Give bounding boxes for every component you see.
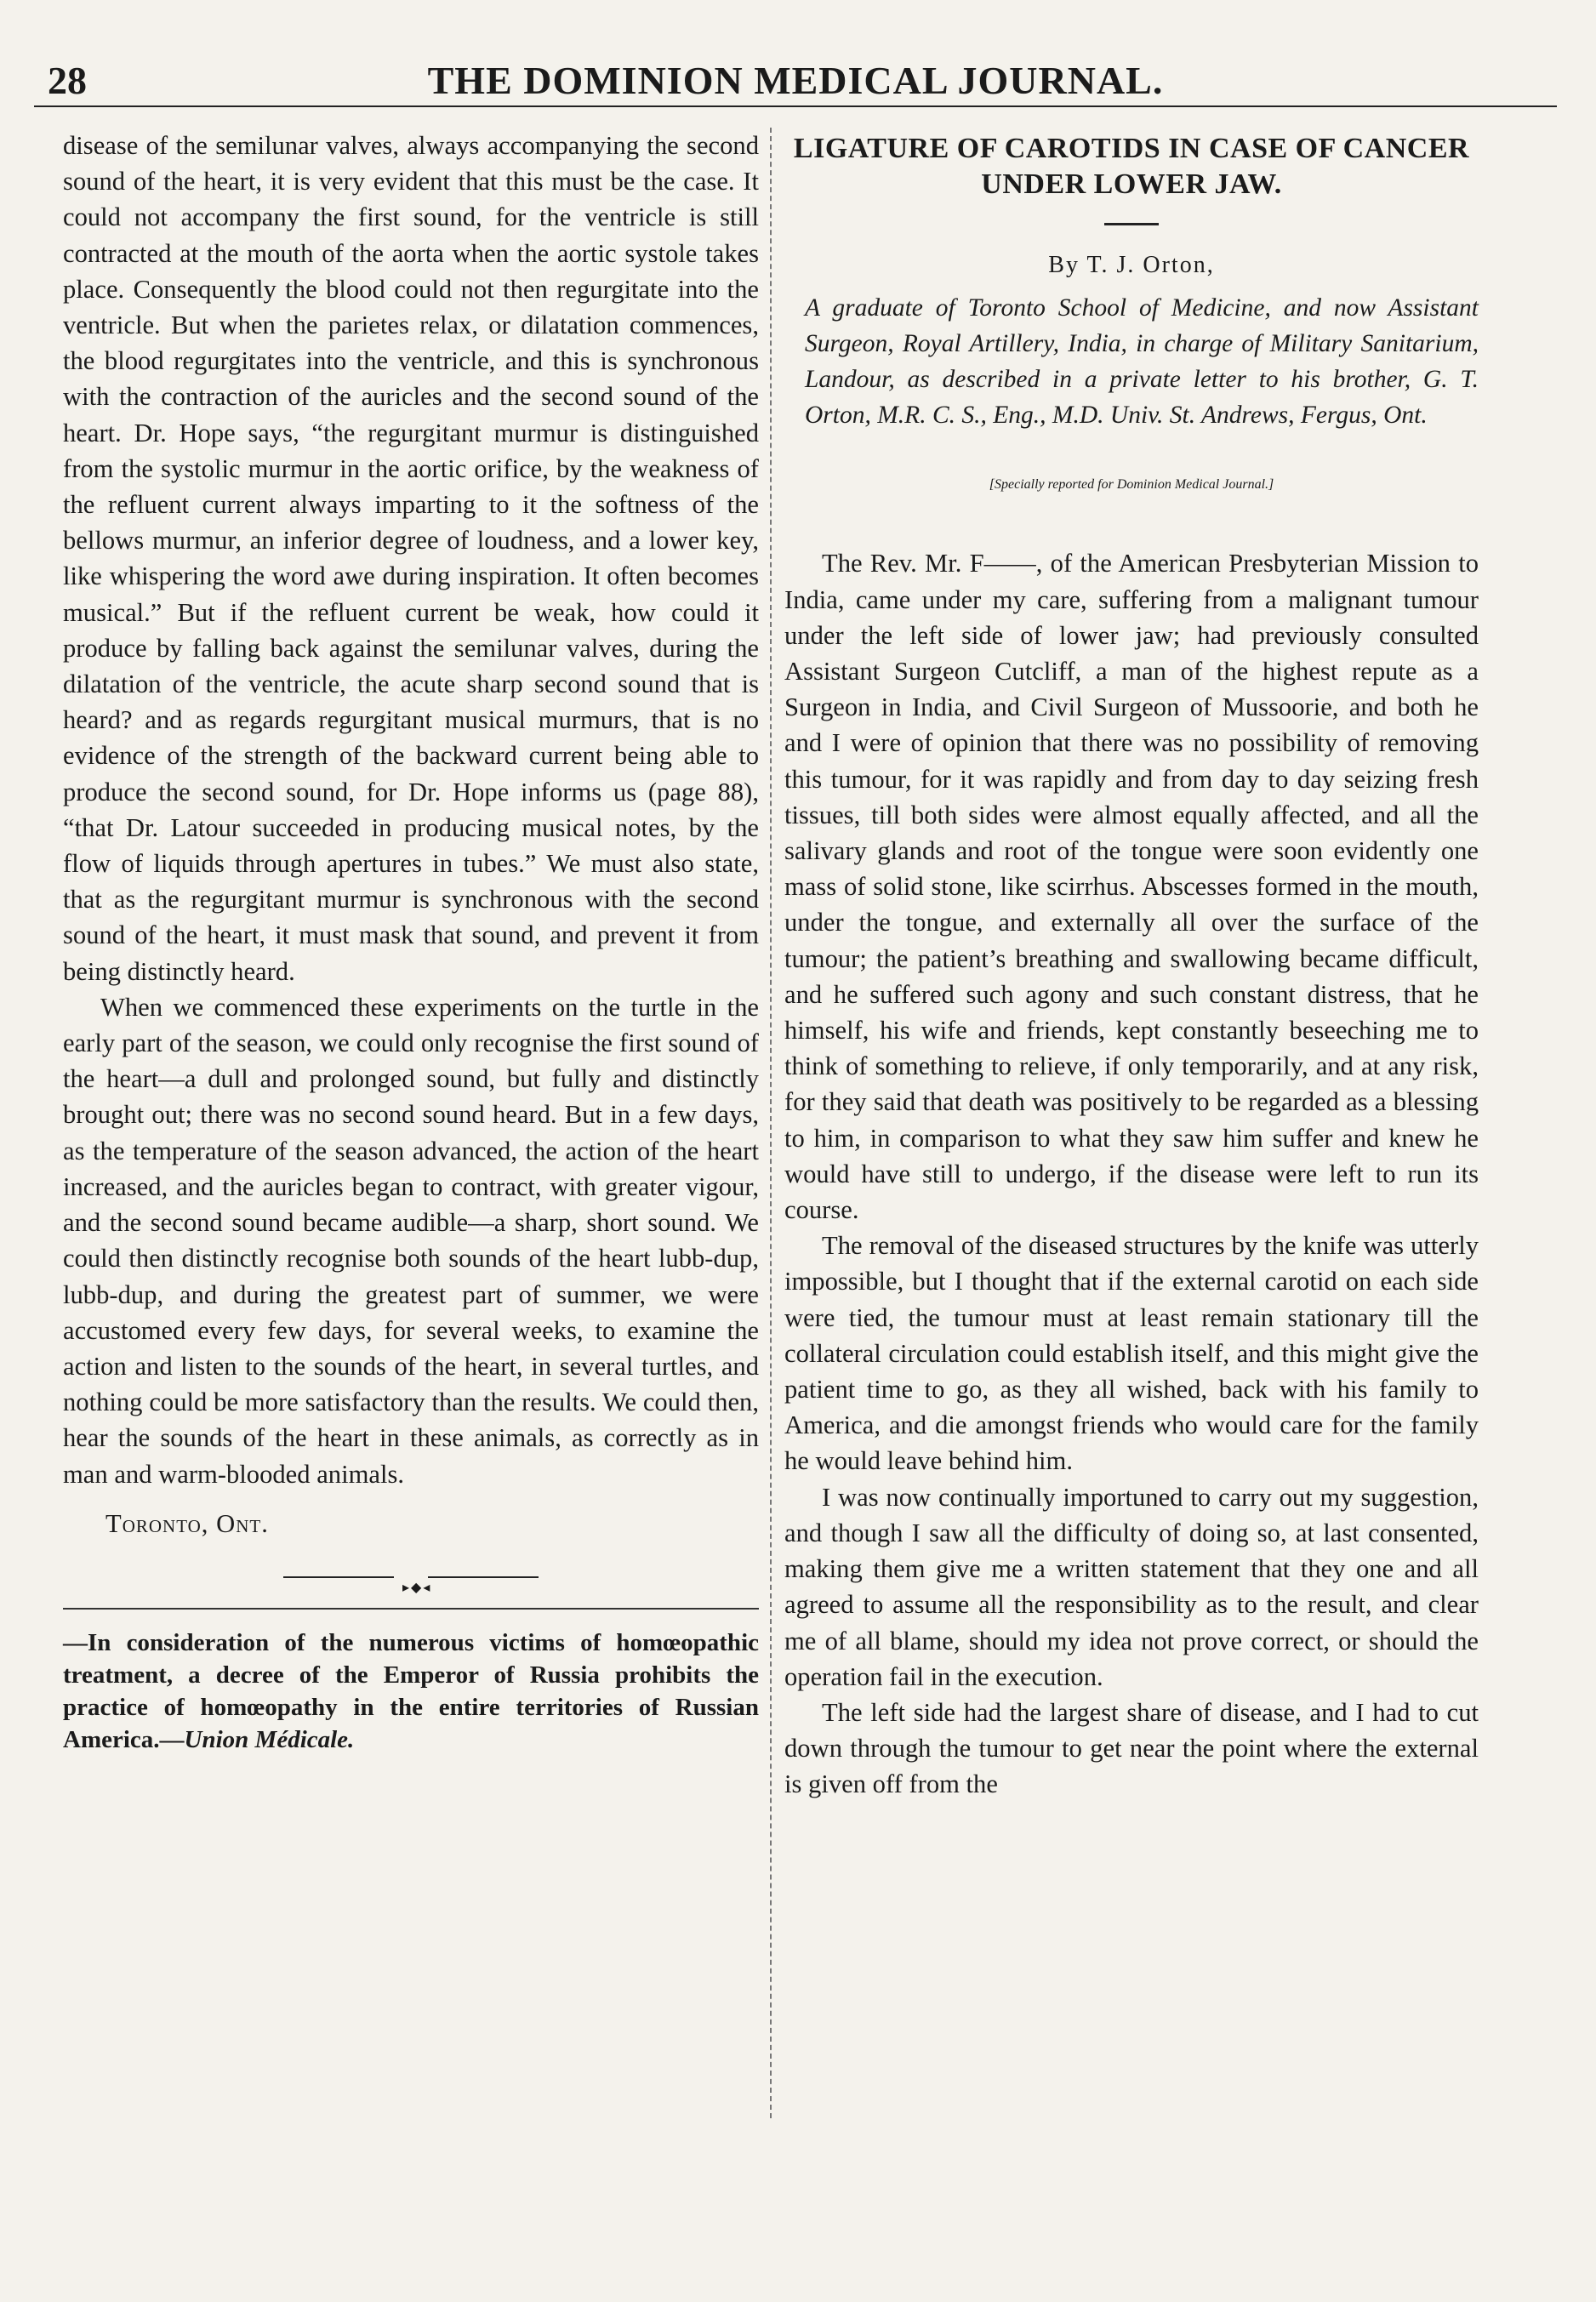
footnote-source: Union Médicale. (184, 1725, 355, 1753)
body-paragraph: The Rev. Mr. F——, of the American Presbyterian Mission to India, came under my care, suffering from a malignant tumour under the left side of lower jaw; had previously consulted Assistant Surgeon Cutcliff, a man of the highest repute as a Surgeon in India, and Civil Surgeon of Mussoorie, and both he and I were of opinion that there was no possibility of removing this tumour, for it was rapidly and from day to day seizing fresh tissues, till both sides were almost equally affected, and all the salivary glands and root of the tongue were soon evidently one mass of solid stone, like scirrhus. Abscesses formed in the mouth, under the tongue, and externally all over the surface of the tumour; the patient’s breathing and swallowing became difficult, and he suffered such agony and such constant distress, that he himself, his wife and friends, kept constantly beseeching me to think of something to relieve, if only temporarily, and at any risk, for they said that death was positively to be regarded as a blessing to him, in comparison to what they saw him suffer and knew he would have still to undergo, if the disease were left to run its course. (784, 549, 1479, 1225)
footnote-text: —In consideration of the numerous victims of homœopathic treatment, a decree of the Emperor of Russia prohibits the practice of homœopathy in the entire territories of Russian America.— (63, 1628, 759, 1753)
body-paragraph: I was now continually importuned to carry out my suggestion, and though I saw all the difficulty of doing so, at last consented, making them give me a written statement that they one and all agreed to assume all the responsibility as to the result, and clear me of all blame, should my idea not prove correct, or should the operation fail in the execution. (784, 1482, 1479, 1691)
footnote (63, 1627, 759, 1756)
body-paragraph: The left side had the largest share of disease, and I had to cut down through the tumour to get near the point where the external is given off from the (784, 1697, 1479, 1799)
article-byline: By T. J. Orton, (1048, 252, 1215, 278)
right-column (784, 128, 1479, 1803)
left-column (63, 128, 759, 1756)
column-divider (770, 128, 772, 2118)
page-number: 28 (48, 59, 87, 102)
body-paragraph: When we commenced these experiments on the turtle in the early part of the season, we could only recognise the first sound of the heart—a dull and prolonged sound, but fully and distinctly brought out; there was no second sound heard. But in a few days, as the temperature of the season advanced, the action of the heart increased, and the auricles began to contract, with greater vigour, and the second sound became audible—a sharp, short sound. We could then distinctly recognise both sounds of the heart lubb-dup, lubb-dup, and during the greatest part of summer, we were accustomed every few days, for several weeks, to examine the action and listen to the sounds of the heart, in several turtles, and nothing could be more satisfactory than the results. We could then, hear the sounds of the heart in these animals, as correctly as in man and warm-blooded animals. (63, 992, 759, 1489)
footnote-rule (63, 1608, 759, 1610)
article-title: LIGATURE OF CAROTIDS IN CASE OF CANCER UNDER LOWER JAW. (793, 133, 1470, 200)
body-paragraph: disease of the semilunar valves, always accompanying the second sound of the heart, it is very evident that this must be the case. It could not accompany the first sound, for the ventricle is still contracted at the mouth of the aorta when the aortic systole takes place. Consequently the blood could not then regurgitate into the ventricle. But when the parietes relax, or dilatation commences, the blood regurgitates into the ventricle, and this is synchronous with the contraction of the auricles and the second sound of the heart. Dr. Hope says, “the regurgitant murmur is distinguished from the systolic murmur in the aortic orifice, by the weakness of the refluent current always imparting to it the softness of the bellows murmur, an inferior degree of loudness, and a lower key, like whispering the word awe during inspiration. It often becomes musical.” But if the refluent current be weak, how could it produce by falling back against the semilunar valves, during the dilatation of the ventricle, the acute sharp second sound that is heard? and as regards regurgitant musical murmurs, that is no evidence of the strength of the backward current being able to produce the second sound, for Dr. Hope informs us (page 88), “that Dr. Latour succeeded in producing musical notes, by the flow of liquids through apertures in tubes.” We must also state, that as the regurgitant murmur is synchronous with the second sound of the heart, it must mask that sound, and prevent it from being distinctly heard. (63, 131, 759, 986)
title-rule (1104, 223, 1159, 225)
header-rule (34, 105, 1557, 107)
article-signoff: Toronto, Ont. (105, 1508, 269, 1538)
author-affiliation: A graduate of Toronto School of Medicine, and now Assistant Surgeon, Royal Artillery, India, in charge of Military Sanitarium, Landour, as described in a private letter to his brother, G. T. Orton, M.R. C. S., Eng., M.D. Univ. St. Andrews, Fergus, Ont. (805, 294, 1479, 430)
body-paragraph: The removal of the diseased structures by the knife was utterly impossible, but I thought that if the external carotid on each side were tied, the tumour must at least remain stationary till the collateral circulation could establish itself, and this might give the patient time to go, as they all wished, back with his family to America, and die amongst friends who would care for the family he would leave behind him. (784, 1231, 1479, 1476)
report-note: [Specially reported for Dominion Medical Journal.] (989, 477, 1274, 493)
running-title: THE DOMINION MEDICAL JOURNAL. (427, 59, 1164, 102)
page-header (34, 53, 1557, 104)
ornament-divider: ▸◆◂ (283, 1570, 539, 1584)
